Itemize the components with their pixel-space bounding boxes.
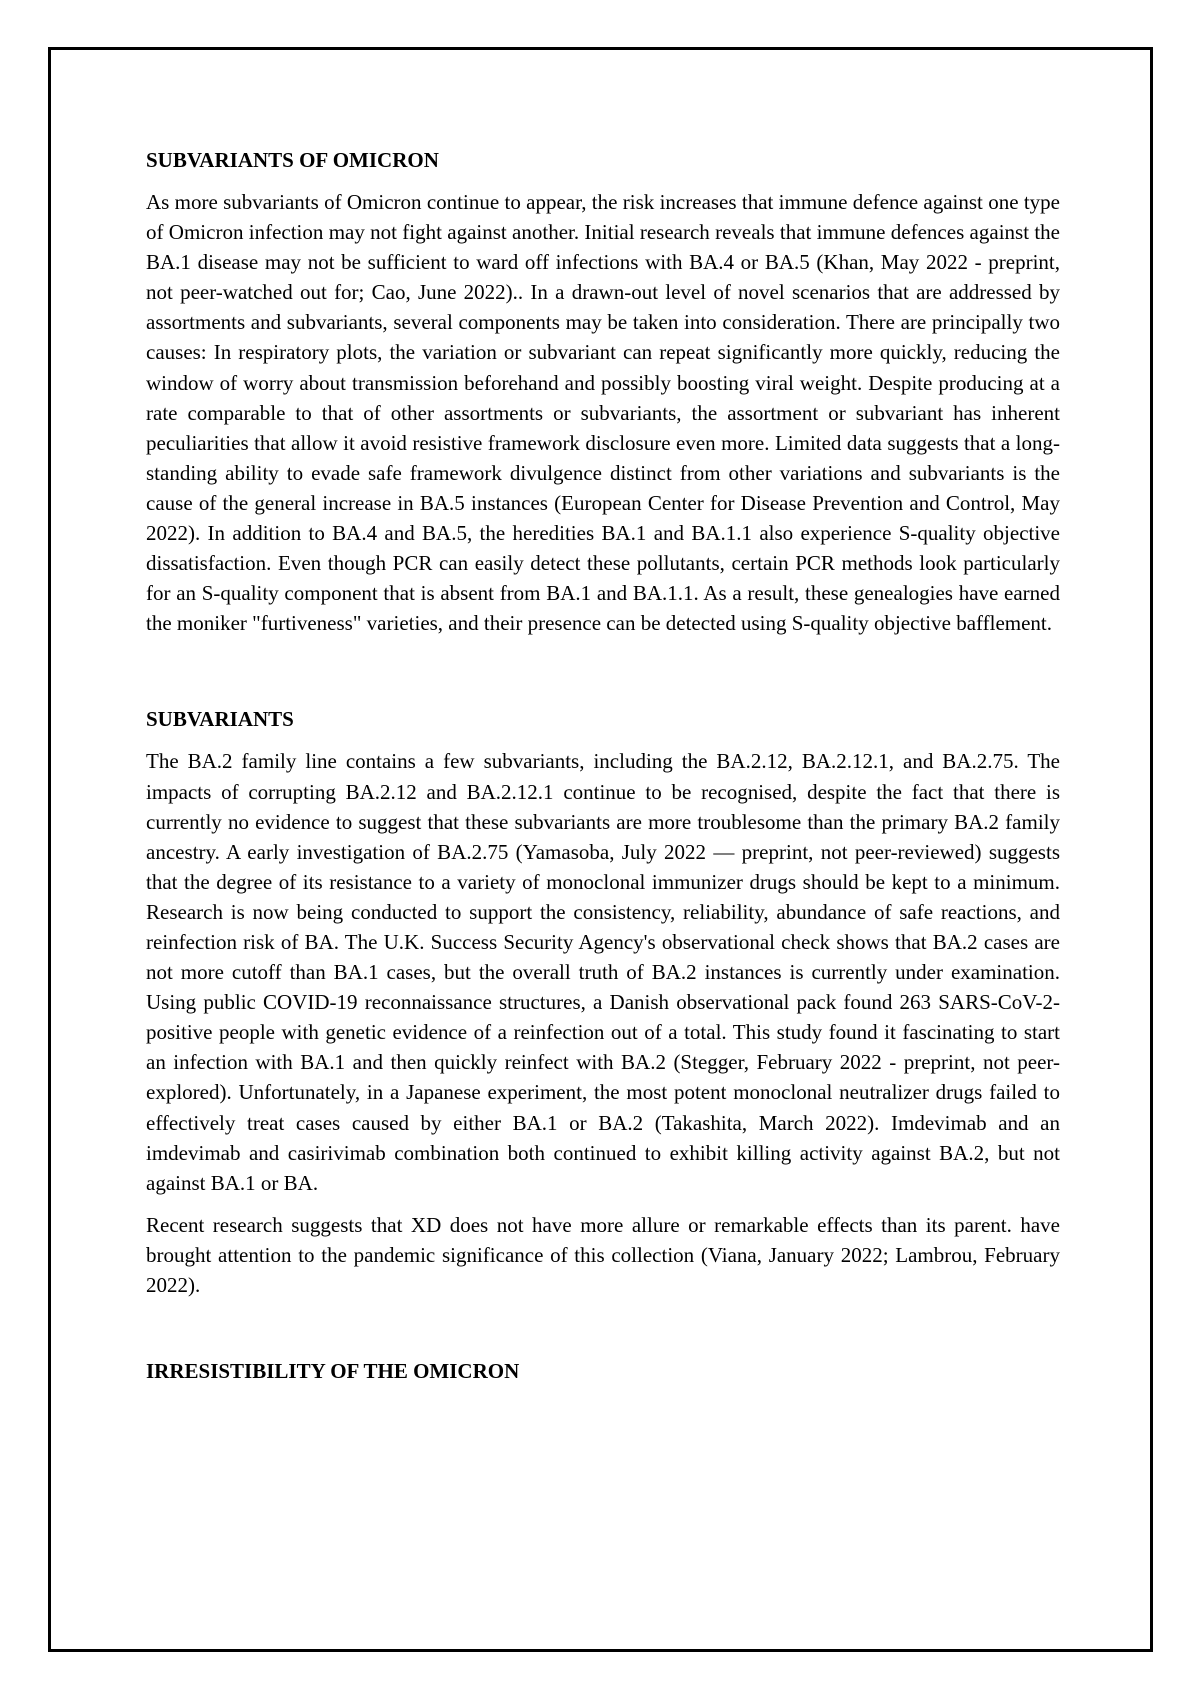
paragraph-subvariants-of-omicron: As more subvariants of Omicron continue to appear, the risk increases that immune defence against one type of Omicron infection may not fight against another. Initial research reveals that immune defences against the BA.1 disease may not be sufficient to ward off infections with BA.4 or BA.5 (Khan, May 2022 - preprint, not peer-watched out for; Cao, June 2022).. In a drawn-out level of novel scenarios that are addressed by assortments and subvariants, several components may be taken into consideration. There are principally two causes: In respiratory plots, the variation or subvariant can repeat significantly more quickly, reducing the window of worry about transmission beforehand and possibly boosting viral weight. Despite producing at a rate comparable to that of other assortments or subvariants, the assortment or subvariant has inherent peculiarities that allow it avoid resistive framework disclosure even more. Limited data suggests that a long-standing ability to evade safe framework divulgence distinct from other variations and subvariants is the cause of the general increase in BA.5 instances (European Center for Disease Prevention and Control, May 2022). In addition to BA.4 and BA.5, the heredities BA.1 and BA.1.1 also experience S-quality objective dissatisfaction. Even though PCR can easily detect these pollutants, certain PCR methods look particularly for an S-quality component that is absent from BA.1 and BA.1.1. As a result, these genealogies have earned the moniker "furtiveness" varieties, and their presence can be detected using S-quality objective bafflement. xyxy=(146,190,1060,636)
section-spacer xyxy=(146,638,1060,704)
paragraph-subvariants-2: Recent research suggests that XD does not have more allure or remarkable effects than its parent. have brought attention to the pandemic significance of this collection (Viana, January 2022; Lambrou, February 2022). xyxy=(146,1212,1060,1297)
paragraph-subvariants-1: The BA.2 family line contains a few subvariants, including the BA.2.12, BA.2.12.1, and BA.2.75. The impacts of corrupting BA.2.12 and BA.2.12.1 continue to be recognised, despite the fact that there is currently no evidence to suggest that these subvariants are more troublesome than the primary BA.2 family ancestry. A early investigation of BA.2.75 (Yamasoba, July 2022 — preprint, not peer-reviewed) suggests that the degree of its resistance to a variety of monoclonal immunizer drugs should be kept to a minimum. Research is now being conducted to support the consistency, reliability, abundance of safe reactions, and reinfection risk of BA. The U.K. Success Security Agency's observational check shows that BA.2 cases are not more cutoff than BA.1 cases, but the overall truth of BA.2 instances is currently under examination. Using public COVID-19 reconnaissance structures, a Danish observational pack found 263 SARS-CoV-2-positive people with genetic evidence of a reinfection out of a total. This study found it fascinating to start an infection with BA.1 and then quickly reinfect with BA.2 (Stegger, February 2022 - preprint, not peer-explored). Unfortunately, in a Japanese experiment, the most potent monoclonal neutralizer drugs failed to effectively treat cases caused by either BA.1 or BA.2 (Takashita, March 2022). Imdevimab and an imdevimab and casirivimab combination both continued to exhibit killing activity against BA.2, but not against BA.1 or BA. xyxy=(146,749,1060,1195)
section-heading-subvariants-of-omicron: SUBVARIANTS OF OMICRON xyxy=(146,148,439,172)
section-heading-irresistibility: IRRESISTIBILITY OF THE OMICRON xyxy=(146,1359,520,1384)
paragraph-spacer xyxy=(146,1198,1060,1210)
document-body xyxy=(146,145,1060,1398)
section-heading-subvariants: SUBVARIANTS xyxy=(146,707,294,732)
section-spacer xyxy=(146,1300,1060,1356)
